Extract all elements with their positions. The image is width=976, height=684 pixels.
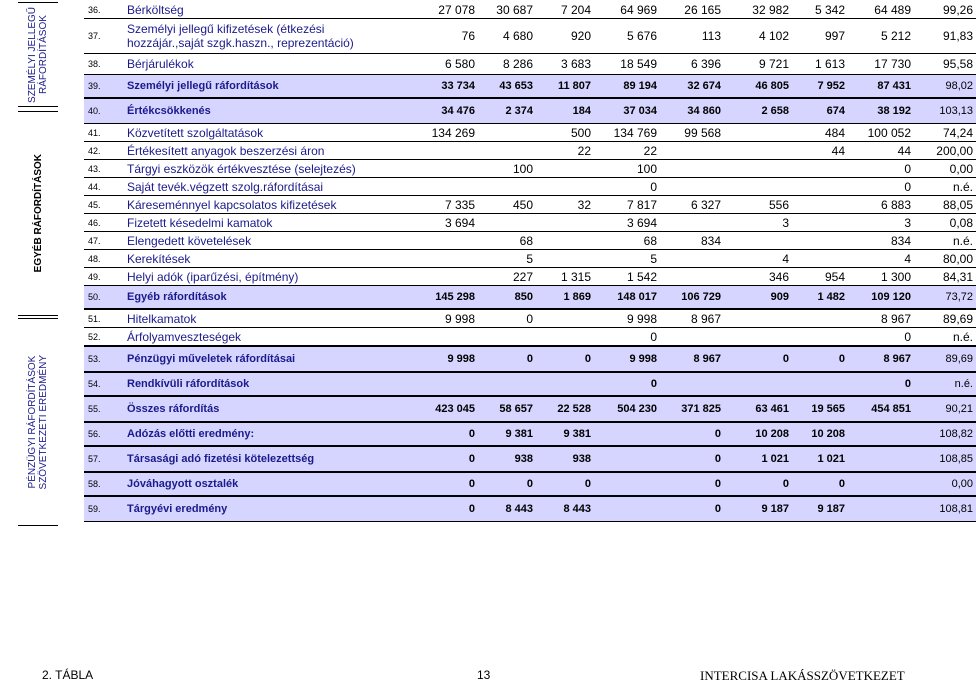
- value-cell: 0: [660, 496, 724, 522]
- value-cell: [660, 372, 724, 396]
- row-label: Fizetett késedelmi kamatok: [124, 214, 400, 232]
- row-label: Összes ráfordítás: [124, 396, 400, 422]
- value-cell: 9 721: [724, 54, 792, 75]
- value-cell: 108,81: [914, 496, 976, 522]
- value-cell: 87 431: [848, 75, 914, 99]
- row-label: Bérjárulékok: [124, 54, 400, 75]
- table-row: [84, 124, 976, 142]
- value-cell: 2 658: [724, 98, 792, 124]
- value-cell: 38 192: [848, 98, 914, 124]
- table-row: [84, 178, 976, 196]
- row-number: 51.: [84, 309, 124, 328]
- value-cell: 500: [536, 124, 594, 142]
- value-cell: 674: [792, 98, 848, 124]
- value-cell: 108,85: [914, 446, 976, 472]
- value-cell: 909: [724, 286, 792, 310]
- value-cell: 0,00: [914, 472, 976, 496]
- row-number: 54.: [84, 372, 124, 396]
- value-cell: 68: [478, 232, 536, 250]
- value-cell: [724, 232, 792, 250]
- value-cell: 6 327: [660, 196, 724, 214]
- row-label: Saját tevék.végzett szolg.ráfordításai: [124, 178, 400, 196]
- value-cell: [660, 142, 724, 160]
- value-cell: 11 807: [536, 75, 594, 99]
- table-row: [84, 19, 976, 54]
- value-cell: 0: [400, 496, 478, 522]
- row-number: 55.: [84, 396, 124, 422]
- value-cell: 17 730: [848, 54, 914, 75]
- table-row: [84, 142, 976, 160]
- row-number: 36.: [84, 2, 124, 19]
- value-cell: [724, 178, 792, 196]
- table-row: [84, 250, 976, 268]
- value-cell: [792, 328, 848, 347]
- value-cell: 0,08: [914, 214, 976, 232]
- value-cell: 0: [848, 328, 914, 347]
- value-cell: 0: [660, 446, 724, 472]
- value-cell: [400, 372, 478, 396]
- row-label: Pénzügyi műveletek ráfordításai: [124, 346, 400, 372]
- value-cell: [400, 232, 478, 250]
- value-cell: 504 230: [594, 396, 660, 422]
- value-cell: 5 676: [594, 19, 660, 54]
- value-cell: 88,05: [914, 196, 976, 214]
- value-cell: 108,82: [914, 422, 976, 446]
- value-cell: 8 286: [478, 54, 536, 75]
- value-cell: 371 825: [660, 396, 724, 422]
- value-cell: 938: [478, 446, 536, 472]
- value-cell: 26 165: [660, 2, 724, 19]
- value-cell: 9 381: [536, 422, 594, 446]
- row-label: Értékesített anyagok beszerzési áron: [124, 142, 400, 160]
- value-cell: [660, 160, 724, 178]
- value-cell: 134 769: [594, 124, 660, 142]
- value-cell: 27 078: [400, 2, 478, 19]
- value-cell: [792, 196, 848, 214]
- table-row: [84, 472, 976, 496]
- footer-table-label: 2. TÁBLA: [42, 668, 94, 682]
- row-label: Tárgyi eszközök értékvesztése (selejtezés): [124, 160, 400, 178]
- value-cell: [660, 328, 724, 347]
- value-cell: 8 443: [478, 496, 536, 522]
- value-cell: [724, 328, 792, 347]
- table-row: [84, 98, 976, 124]
- side-label-other: [18, 111, 58, 316]
- row-label: Társasági adó fizetési kötelezettség: [124, 446, 400, 472]
- side-label-personnel-text: SZEMÉLYI JELLEGŰ RÁFORDÍTÁSOK: [27, 6, 49, 103]
- value-cell: [848, 446, 914, 472]
- table-row: [84, 422, 976, 446]
- value-cell: 1 482: [792, 286, 848, 310]
- value-cell: 74,24: [914, 124, 976, 142]
- value-cell: 89 194: [594, 75, 660, 99]
- row-number: 44.: [84, 178, 124, 196]
- value-cell: 10 208: [724, 422, 792, 446]
- row-label: Jóváhagyott osztalék: [124, 472, 400, 496]
- row-label: Adózás előtti eredmény:: [124, 422, 400, 446]
- value-cell: 1 315: [536, 268, 594, 286]
- row-number: 45.: [84, 196, 124, 214]
- value-cell: 34 860: [660, 98, 724, 124]
- value-cell: 18 549: [594, 54, 660, 75]
- value-cell: 91,83: [914, 19, 976, 54]
- row-number: 41.: [84, 124, 124, 142]
- row-label: Árfolyamveszteségek: [124, 328, 400, 347]
- value-cell: 68: [594, 232, 660, 250]
- value-cell: [536, 309, 594, 328]
- value-cell: 103,13: [914, 98, 976, 124]
- row-label: Hitelkamatok: [124, 309, 400, 328]
- value-cell: 8 967: [660, 346, 724, 372]
- row-label: Káreseménnyel kapcsolatos kifizetések: [124, 196, 400, 214]
- value-cell: n.é.: [914, 372, 976, 396]
- value-cell: 58 657: [478, 396, 536, 422]
- value-cell: 99 568: [660, 124, 724, 142]
- value-cell: 9 187: [724, 496, 792, 522]
- value-cell: 4 680: [478, 19, 536, 54]
- value-cell: 997: [792, 19, 848, 54]
- value-cell: 73,72: [914, 286, 976, 310]
- value-cell: 148 017: [594, 286, 660, 310]
- side-label-personnel: [18, 2, 58, 107]
- value-cell: [478, 124, 536, 142]
- value-cell: 0: [848, 178, 914, 196]
- row-label: Értékcsökkenés: [124, 98, 400, 124]
- value-cell: 454 851: [848, 396, 914, 422]
- value-cell: 100 052: [848, 124, 914, 142]
- value-cell: 0: [536, 472, 594, 496]
- row-number: 59.: [84, 496, 124, 522]
- value-cell: 22 528: [536, 396, 594, 422]
- value-cell: 37 034: [594, 98, 660, 124]
- value-cell: 3: [848, 214, 914, 232]
- value-cell: [792, 178, 848, 196]
- value-cell: 8 967: [848, 309, 914, 328]
- value-cell: [478, 178, 536, 196]
- value-cell: 0: [400, 446, 478, 472]
- value-cell: [536, 250, 594, 268]
- value-cell: 32 674: [660, 75, 724, 99]
- value-cell: 850: [478, 286, 536, 310]
- value-cell: [792, 250, 848, 268]
- value-cell: 9 381: [478, 422, 536, 446]
- value-cell: n.é.: [914, 232, 976, 250]
- value-cell: [660, 178, 724, 196]
- row-label: Egyéb ráfordítások: [124, 286, 400, 310]
- value-cell: 5: [478, 250, 536, 268]
- value-cell: 10 208: [792, 422, 848, 446]
- row-number: 37.: [84, 19, 124, 54]
- value-cell: 84,31: [914, 268, 976, 286]
- value-cell: [724, 142, 792, 160]
- value-cell: [792, 309, 848, 328]
- value-cell: [400, 268, 478, 286]
- value-cell: [400, 178, 478, 196]
- value-cell: [792, 232, 848, 250]
- value-cell: [478, 328, 536, 347]
- value-cell: [792, 214, 848, 232]
- value-cell: 34 476: [400, 98, 478, 124]
- value-cell: 9 998: [400, 309, 478, 328]
- value-cell: 200,00: [914, 142, 976, 160]
- value-cell: 0: [594, 328, 660, 347]
- value-cell: [660, 268, 724, 286]
- value-cell: 3 694: [400, 214, 478, 232]
- row-number: 52.: [84, 328, 124, 347]
- value-cell: n.é.: [914, 328, 976, 347]
- value-cell: 64 969: [594, 2, 660, 19]
- value-cell: 89,69: [914, 309, 976, 328]
- value-cell: 6 580: [400, 54, 478, 75]
- table-row: [84, 214, 976, 232]
- value-cell: 22: [594, 142, 660, 160]
- row-number: 50.: [84, 286, 124, 310]
- expense-table-body: [84, 2, 976, 522]
- value-cell: 43 653: [478, 75, 536, 99]
- value-cell: 7 204: [536, 2, 594, 19]
- value-cell: [848, 496, 914, 522]
- value-cell: 450: [478, 196, 536, 214]
- value-cell: 0: [848, 160, 914, 178]
- table-row: [84, 286, 976, 310]
- table-row: [84, 160, 976, 178]
- value-cell: 0: [478, 472, 536, 496]
- value-cell: [848, 422, 914, 446]
- value-cell: 99,26: [914, 2, 976, 19]
- value-cell: 9 187: [792, 496, 848, 522]
- value-cell: 100: [478, 160, 536, 178]
- value-cell: 9 998: [594, 309, 660, 328]
- row-number: 48.: [84, 250, 124, 268]
- value-cell: 5: [594, 250, 660, 268]
- expense-table: [84, 2, 976, 522]
- value-cell: 4: [724, 250, 792, 268]
- value-cell: 109 120: [848, 286, 914, 310]
- value-cell: 0: [792, 346, 848, 372]
- value-cell: 3 694: [594, 214, 660, 232]
- value-cell: 19 565: [792, 396, 848, 422]
- value-cell: [594, 472, 660, 496]
- value-cell: [536, 214, 594, 232]
- value-cell: [792, 372, 848, 396]
- value-cell: 0: [724, 346, 792, 372]
- table-row: [84, 372, 976, 396]
- value-cell: [400, 160, 478, 178]
- value-cell: 3: [724, 214, 792, 232]
- value-cell: 7 952: [792, 75, 848, 99]
- value-cell: 920: [536, 19, 594, 54]
- value-cell: 8 443: [536, 496, 594, 522]
- row-number: 40.: [84, 98, 124, 124]
- side-label-other-text: EGYÉB RÁFORDÍTÁSOK: [32, 154, 44, 273]
- value-cell: 145 298: [400, 286, 478, 310]
- table-row: [84, 196, 976, 214]
- value-cell: [792, 160, 848, 178]
- footer-page-number: 13: [477, 668, 491, 682]
- value-cell: 89,69: [914, 346, 976, 372]
- row-label: Kerekítések: [124, 250, 400, 268]
- value-cell: 0: [400, 472, 478, 496]
- value-cell: 834: [848, 232, 914, 250]
- value-cell: n.é.: [914, 178, 976, 196]
- value-cell: 1 613: [792, 54, 848, 75]
- value-cell: [594, 496, 660, 522]
- value-cell: 32 982: [724, 2, 792, 19]
- value-cell: [536, 160, 594, 178]
- value-cell: 113: [660, 19, 724, 54]
- value-cell: [478, 214, 536, 232]
- value-cell: 954: [792, 268, 848, 286]
- value-cell: 0: [594, 372, 660, 396]
- value-cell: 44: [792, 142, 848, 160]
- value-cell: 0: [594, 178, 660, 196]
- value-cell: 938: [536, 446, 594, 472]
- row-number: 53.: [84, 346, 124, 372]
- row-number: 38.: [84, 54, 124, 75]
- value-cell: 22: [536, 142, 594, 160]
- row-number: 39.: [84, 75, 124, 99]
- value-cell: 8 967: [660, 309, 724, 328]
- row-label: Rendkívüli ráfordítások: [124, 372, 400, 396]
- value-cell: 44: [848, 142, 914, 160]
- value-cell: [724, 160, 792, 178]
- table-row: [84, 2, 976, 19]
- row-number: 42.: [84, 142, 124, 160]
- value-cell: [400, 328, 478, 347]
- value-cell: 95,58: [914, 54, 976, 75]
- footer-organization: INTERCISA LAKÁSSZÖVETKEZET: [700, 668, 905, 683]
- value-cell: 64 489: [848, 2, 914, 19]
- value-cell: 0: [848, 372, 914, 396]
- row-number: 56.: [84, 422, 124, 446]
- table-row: [84, 346, 976, 372]
- value-cell: 0: [478, 309, 536, 328]
- value-cell: 98,02: [914, 75, 976, 99]
- row-number: 57.: [84, 446, 124, 472]
- value-cell: [400, 250, 478, 268]
- value-cell: 0: [660, 422, 724, 446]
- row-label: Helyi adók (iparűzési, építmény): [124, 268, 400, 286]
- table-row: [84, 496, 976, 522]
- value-cell: 1 869: [536, 286, 594, 310]
- value-cell: 63 461: [724, 396, 792, 422]
- row-number: 43.: [84, 160, 124, 178]
- value-cell: [536, 372, 594, 396]
- value-cell: 4: [848, 250, 914, 268]
- value-cell: [848, 472, 914, 496]
- value-cell: 0: [400, 422, 478, 446]
- value-cell: 423 045: [400, 396, 478, 422]
- value-cell: 6 396: [660, 54, 724, 75]
- value-cell: 134 269: [400, 124, 478, 142]
- table-row: [84, 446, 976, 472]
- row-number: 49.: [84, 268, 124, 286]
- row-label: Tárgyévi eredmény: [124, 496, 400, 522]
- value-cell: [594, 422, 660, 446]
- value-cell: 80,00: [914, 250, 976, 268]
- table-row: [84, 232, 976, 250]
- value-cell: [478, 372, 536, 396]
- value-cell: 8 967: [848, 346, 914, 372]
- value-cell: 0: [724, 472, 792, 496]
- value-cell: 32: [536, 196, 594, 214]
- value-cell: [400, 142, 478, 160]
- value-cell: [478, 142, 536, 160]
- value-cell: 0: [536, 346, 594, 372]
- table-row: [84, 54, 976, 75]
- value-cell: [594, 446, 660, 472]
- value-cell: 4 102: [724, 19, 792, 54]
- row-label: Elengedett követelések: [124, 232, 400, 250]
- value-cell: [536, 328, 594, 347]
- value-cell: 227: [478, 268, 536, 286]
- value-cell: 0: [792, 472, 848, 496]
- table-row: [84, 328, 976, 347]
- row-number: 46.: [84, 214, 124, 232]
- value-cell: 9 998: [594, 346, 660, 372]
- value-cell: 1 021: [724, 446, 792, 472]
- value-cell: 100: [594, 160, 660, 178]
- value-cell: 9 998: [400, 346, 478, 372]
- table-row: [84, 268, 976, 286]
- row-label: Közvetített szolgáltatások: [124, 124, 400, 142]
- value-cell: 30 687: [478, 2, 536, 19]
- value-cell: 834: [660, 232, 724, 250]
- row-number: 58.: [84, 472, 124, 496]
- value-cell: 76: [400, 19, 478, 54]
- row-label: Személyi jellegű kifizetések (étkezési hozzájár.,saját szgk.haszn., reprezentáció): [124, 19, 400, 54]
- value-cell: 0,00: [914, 160, 976, 178]
- value-cell: 5 212: [848, 19, 914, 54]
- value-cell: [536, 232, 594, 250]
- value-cell: [660, 214, 724, 232]
- row-label: Bérköltség: [124, 2, 400, 19]
- value-cell: 1 021: [792, 446, 848, 472]
- table-row: [84, 75, 976, 99]
- value-cell: [536, 178, 594, 196]
- value-cell: [724, 124, 792, 142]
- value-cell: [724, 309, 792, 328]
- side-label-financial: [18, 318, 58, 526]
- value-cell: [660, 250, 724, 268]
- value-cell: 33 734: [400, 75, 478, 99]
- value-cell: 2 374: [478, 98, 536, 124]
- value-cell: 0: [660, 472, 724, 496]
- value-cell: 0: [478, 346, 536, 372]
- value-cell: 7 335: [400, 196, 478, 214]
- row-number: 47.: [84, 232, 124, 250]
- table-row: [84, 396, 976, 422]
- value-cell: 556: [724, 196, 792, 214]
- value-cell: 46 805: [724, 75, 792, 99]
- value-cell: [724, 372, 792, 396]
- value-cell: 7 817: [594, 196, 660, 214]
- value-cell: 484: [792, 124, 848, 142]
- value-cell: 3 683: [536, 54, 594, 75]
- value-cell: 6 883: [848, 196, 914, 214]
- value-cell: 346: [724, 268, 792, 286]
- value-cell: 90,21: [914, 396, 976, 422]
- row-label: Személyi jellegű ráfordítások: [124, 75, 400, 99]
- value-cell: 1 300: [848, 268, 914, 286]
- value-cell: 184: [536, 98, 594, 124]
- side-label-financial-text: PÉNZÜGYI RÁFORDÍTÁSOK SZÖVETKEZETI EREDMÉNY: [27, 354, 49, 490]
- value-cell: 1 542: [594, 268, 660, 286]
- table-row: [84, 309, 976, 328]
- value-cell: 106 729: [660, 286, 724, 310]
- value-cell: 5 342: [792, 2, 848, 19]
